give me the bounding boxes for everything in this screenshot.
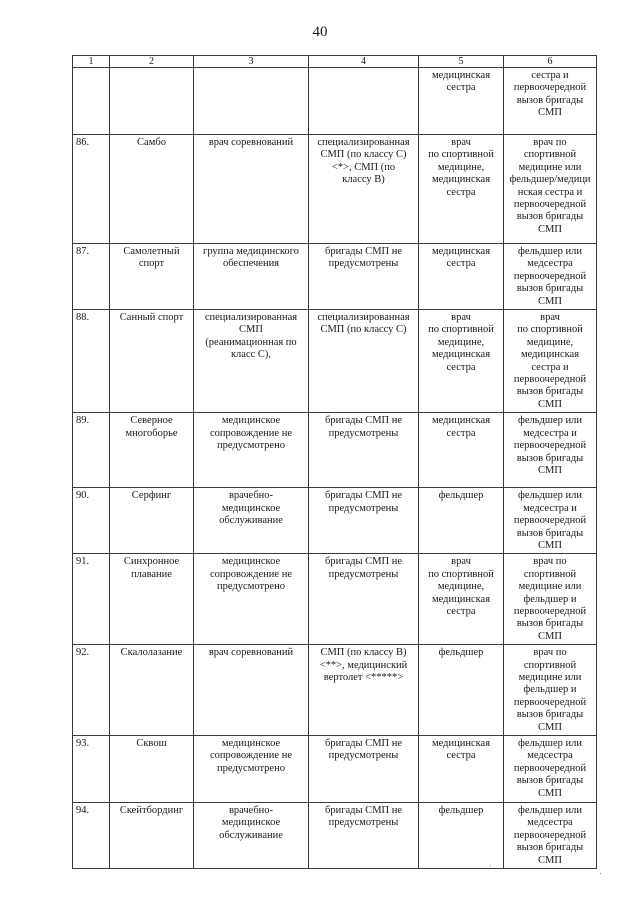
ambulance-team-provision: бригады СМП не предусмотрены: [324, 415, 403, 439]
column-number-row: [73, 56, 597, 68]
sport-name-cell: [110, 803, 194, 869]
row-number: 94.: [76, 805, 90, 816]
sport-name: Санный спорт: [119, 312, 184, 324]
alternative-staff-cell: [504, 645, 597, 736]
column-number: 2: [110, 56, 194, 68]
scan-speck: [600, 873, 601, 874]
medical-support-type-cell: [194, 488, 309, 554]
scan-speck: [490, 865, 491, 866]
medical-support-type-cell: [194, 310, 309, 413]
medical-support-type: специализированная СМП (реанимационная по класс С),: [204, 312, 298, 361]
sport-name: Сквош: [136, 738, 167, 749]
ambulance-team-provision-cell: [309, 803, 419, 869]
medical-staff: врач по спортивной медицине, медицинская сестра: [428, 556, 494, 617]
alternative-staff: фельдшер или медсестра и первоочередной вызов бригады СМП: [513, 415, 587, 476]
table-row: [73, 68, 597, 135]
row-number-cell: [73, 803, 110, 869]
alternative-staff-cell: [504, 554, 597, 645]
ambulance-team-provision: специализированная СМП (по классу С): [317, 312, 410, 336]
alternative-staff: врач по спортивной медицине или фельдшер и первоочередной вызов бригады СМП: [513, 647, 587, 733]
table-row: [73, 554, 597, 645]
alternative-staff: врач по спортивной медицине или фельдшер и первоочередной вызов бригады СМП: [513, 556, 587, 642]
sport-name: Серфинг: [131, 490, 172, 502]
alternative-staff-cell: [504, 135, 597, 244]
sport-name-cell: [110, 135, 194, 244]
ambulance-team-provision: бригады СМП не предусмотрены: [324, 556, 403, 580]
row-number: 87.: [76, 246, 90, 257]
alternative-staff-cell: [504, 803, 597, 869]
medical-support-type-cell: [194, 645, 309, 736]
column-number: 5: [419, 56, 504, 68]
medical-staff: врач по спортивной медицине, медицинская сестра: [428, 137, 494, 198]
alternative-staff: фельдшер или медсестра первоочередной вызов бригады СМП: [513, 738, 587, 799]
column-number: 3: [194, 56, 309, 68]
medical-support-type-cell: [194, 803, 309, 869]
row-number: 86.: [76, 137, 90, 148]
medical-staff-cell: [419, 135, 504, 244]
medical-support-type: врачебно- медицинское обслуживание: [219, 490, 283, 527]
row-number: 90.: [76, 490, 90, 502]
medical-staff: фельдшер: [438, 647, 484, 659]
sport-name-cell: [110, 645, 194, 736]
alternative-staff-cell: [504, 68, 597, 135]
table-row: [73, 488, 597, 554]
sport-name: Самолетный спорт: [123, 246, 180, 270]
alternative-staff-cell: [504, 244, 597, 310]
row-number: 89.: [76, 415, 90, 427]
table-row: [73, 244, 597, 310]
page-number: 40: [312, 24, 328, 40]
ambulance-team-provision: бригады СМП не предусмотрены: [324, 490, 403, 514]
medical-support-type-cell: [194, 244, 309, 310]
ambulance-team-provision-cell: [309, 488, 419, 554]
row-number-cell: [73, 736, 110, 803]
sport-name-cell: [110, 488, 194, 554]
alternative-staff: фельдшер или медсестра первоочередной вызов бригады СМП: [513, 246, 587, 307]
table-row: [73, 413, 597, 488]
ambulance-team-provision-cell: [309, 68, 419, 135]
ambulance-team-provision-cell: [309, 413, 419, 488]
alternative-staff: сестра и первоочередной вызов бригады СМП: [513, 70, 587, 119]
alternative-staff-cell: [504, 488, 597, 554]
row-number-cell: [73, 554, 110, 645]
medical-staff-cell: [419, 736, 504, 803]
medical-staff-cell: [419, 645, 504, 736]
sport-name-cell: [110, 413, 194, 488]
row-number: 93.: [76, 738, 90, 749]
medical-support-type-cell: [194, 68, 309, 135]
row-number: 92.: [76, 647, 90, 659]
column-number: 4: [309, 56, 419, 68]
alternative-staff: фельдшер или медсестра и первоочередной вызов бригады СМП: [513, 490, 587, 551]
sport-name-cell: [110, 68, 194, 135]
table-body: [73, 56, 597, 869]
row-number: 88.: [76, 312, 90, 324]
ambulance-team-provision: бригады СМП не предусмотрены: [324, 246, 403, 270]
ambulance-team-provision: СМП (по классу В) <**>, медицинский вертолет <*****>: [319, 647, 408, 683]
alternative-staff: врач по спортивной медицине, медицинская сестра и первоочередной вызов бригады СМП: [513, 312, 587, 410]
medical-staff: фельдшер: [438, 490, 484, 502]
medical-staff-cell: [419, 310, 504, 413]
row-number-cell: [73, 244, 110, 310]
medical-staff: медицинская сестра: [431, 70, 491, 94]
medical-staff-cell: [419, 488, 504, 554]
sport-name: Северное многоборье: [125, 415, 178, 439]
medical-staff-cell: [419, 803, 504, 869]
column-number: 6: [504, 56, 597, 68]
sport-name: Синхронное плавание: [123, 556, 180, 580]
medical-support-type: врач соревнований: [208, 137, 294, 148]
medical-staff-cell: [419, 413, 504, 488]
alternative-staff-cell: [504, 413, 597, 488]
medical-staff: медицинская сестра: [431, 415, 491, 439]
sport-name: Самбо: [137, 137, 166, 148]
row-number: 91.: [76, 556, 90, 568]
medical-staff: врач по спортивной медицине, медицинская сестра: [428, 312, 494, 373]
sports-medical-support-table: [72, 55, 597, 869]
sport-name-cell: [110, 554, 194, 645]
medical-support-type: врачебно- медицинское обслуживание: [219, 805, 283, 841]
row-number-cell: [73, 413, 110, 488]
ambulance-team-provision-cell: [309, 310, 419, 413]
medical-staff-cell: [419, 554, 504, 645]
ambulance-team-provision: бригады СМП не предусмотрены: [324, 738, 403, 762]
alternative-staff: фельдшер или медсестра первоочередной вызов бригады СМП: [513, 805, 587, 866]
ambulance-team-provision: специализированная СМП (по классу С) <*>, СМП (по классу В): [317, 137, 410, 186]
table-row: [73, 645, 597, 736]
medical-staff-cell: [419, 244, 504, 310]
medical-staff: медицинская сестра: [431, 738, 491, 762]
medical-staff: фельдшер: [438, 805, 484, 816]
ambulance-team-provision: бригады СМП не предусмотрены: [324, 805, 403, 829]
row-number-cell: [73, 645, 110, 736]
medical-support-type-cell: [194, 736, 309, 803]
row-number-cell: [73, 135, 110, 244]
ambulance-team-provision-cell: [309, 244, 419, 310]
alternative-staff-cell: [504, 736, 597, 803]
sport-name: Скейтбординг: [119, 805, 184, 816]
table-row: [73, 736, 597, 803]
ambulance-team-provision-cell: [309, 135, 419, 244]
medical-support-type-cell: [194, 413, 309, 488]
table-row: [73, 135, 597, 244]
row-number-cell: [73, 68, 110, 135]
row-number-cell: [73, 488, 110, 554]
sport-name-cell: [110, 736, 194, 803]
table-row: [73, 803, 597, 869]
ambulance-team-provision-cell: [309, 736, 419, 803]
alternative-staff: врач по спортивной медицине или фельдшер/медици нская сестра и первоочередной вызов бригады СМП: [509, 137, 591, 235]
medical-support-type: врач соревнований: [208, 647, 294, 659]
alternative-staff-cell: [504, 310, 597, 413]
medical-support-type: медицинское сопровождение не предусмотрено: [210, 415, 292, 452]
column-number: 1: [73, 56, 110, 68]
row-number-cell: [73, 310, 110, 413]
medical-support-type: группа медицинского обеспечения: [203, 246, 299, 270]
medical-staff: медицинская сестра: [431, 246, 491, 270]
medical-support-type-cell: [194, 554, 309, 645]
ambulance-team-provision-cell: [309, 554, 419, 645]
medical-support-type: медицинское сопровождение не предусмотрено: [210, 738, 292, 774]
sport-name-cell: [110, 310, 194, 413]
medical-staff-cell: [419, 68, 504, 135]
medical-support-type: медицинское сопровождение не предусмотрено: [210, 556, 292, 593]
ambulance-team-provision-cell: [309, 645, 419, 736]
medical-support-type-cell: [194, 135, 309, 244]
table-row: [73, 310, 597, 413]
sport-name: Скалолазание: [120, 647, 183, 659]
sport-name-cell: [110, 244, 194, 310]
